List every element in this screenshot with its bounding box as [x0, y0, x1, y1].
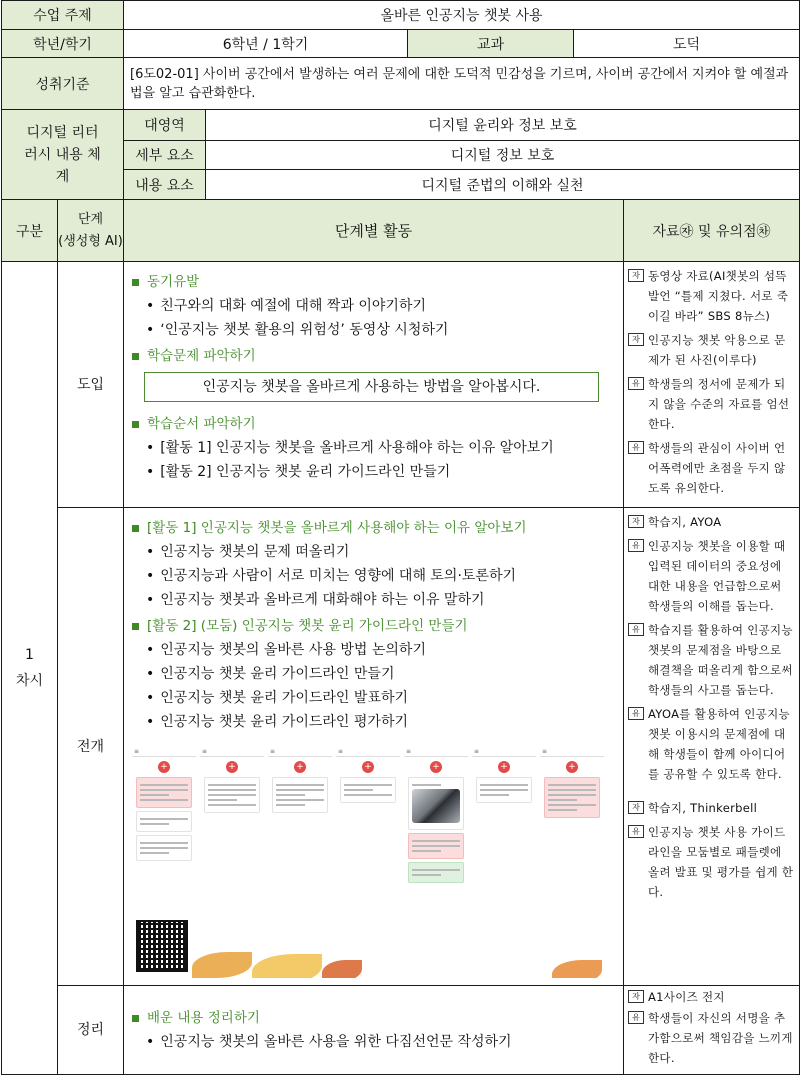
stage-intro: 도입 — [58, 262, 124, 508]
list-item: • 인공지능 챗봇의 올바른 사용을 위한 다짐선언문 작성하기 — [146, 1034, 512, 1050]
intro-heading-problem: 학습문제 파악하기 — [132, 344, 615, 364]
dl-content-value: 디지털 준법의 이해와 실천 — [206, 170, 800, 200]
subject-value: 도덕 — [574, 30, 800, 58]
develop-heading-activity2: [활동 2] (모둠) 인공지능 챗봇 윤리 가이드라인 만들기 — [132, 614, 615, 634]
board-column: ≡ + — [200, 748, 264, 958]
dl-domain-label: 대영역 — [124, 110, 206, 141]
note-item: 유 인공지능 챗봇 사용 가이드 라인을 모둠별로 패들렛에 올려 발표 및 평가를 쉽게 한다. — [628, 822, 795, 902]
list-item: • 인공지능 챗봇 윤리 가이드라인 평가하기 — [146, 714, 408, 730]
grade-label: 학년/학기 — [2, 30, 124, 58]
padlet-board-screenshot — [132, 746, 615, 978]
note-item: 유 AYOA를 활용하여 인공지능 챗봇 이용시의 문제점에 대해 학생들이 함께 아이디어를 공유할 수 있도록 한다. — [628, 704, 795, 784]
develop-activities — [124, 508, 624, 986]
grade-value: 6학년 / 1학기 — [124, 30, 408, 58]
car-photo — [412, 789, 460, 823]
list-item: • 인공지능 챗봇의 올바른 사용 방법 논의하기 — [146, 642, 426, 658]
digital-literacy-label — [2, 110, 124, 200]
note-item: 자 인공지능 챗봇 악용으로 문제가 된 사진(이루다) — [628, 330, 795, 370]
intro-heading-motivation: 동기유발 — [132, 270, 615, 290]
board-column: ≡ + — [540, 748, 604, 958]
plus-icon: + — [498, 761, 510, 773]
wrap-notes — [624, 986, 800, 1075]
note-item: 유 인공지능 챗봇을 이용할 때 입력된 데이터의 중요성에 대한 내용을 언급함으로써 학생들의 이해를 돕는다. — [628, 536, 795, 616]
standard-value: [6도02-01] 사이버 공간에서 발생하는 여러 문제에 대한 도덕적 민감성을 기르며, 사이버 공간에서 지켜야 할 예절과 법을 알고 습관화한다. — [124, 58, 800, 110]
dl-detail-value: 디지털 정보 보호 — [206, 141, 800, 170]
stage-wrap: 정리 — [58, 986, 124, 1075]
list-item: • 인공지능과 사람이 서로 미치는 영향에 대해 토의·토론하기 — [146, 568, 517, 584]
col-activities: 단계별 활동 — [124, 200, 624, 262]
subject-label: 교과 — [408, 30, 574, 58]
develop-notes — [624, 508, 800, 986]
board-column: ≡ + — [404, 748, 468, 958]
learning-goal-box: 인공지능 챗봇을 올바르게 사용하는 방법을 알아봅시다. — [144, 372, 599, 402]
plus-icon: + — [158, 761, 170, 773]
board-column: ≡ + — [472, 748, 536, 958]
dl-domain-value: 디지털 윤리와 정보 보호 — [206, 110, 800, 141]
topic-label: 수업 주제 — [2, 1, 124, 30]
dl-detail-label: 세부 요소 — [124, 141, 206, 170]
topic-value: 올바른 인공지능 챗봇 사용 — [124, 1, 800, 30]
list-item: • 인공지능 챗봇 윤리 가이드라인 만들기 — [146, 666, 395, 682]
note-item: 유 학생들의 관심이 사이버 언어폭력에만 초점을 두지 않도록 유의한다. — [628, 438, 795, 498]
intro-activities — [124, 262, 624, 508]
standard-label: 성취기준 — [2, 58, 124, 110]
board-column: ≡ + — [268, 748, 332, 958]
board-column: ≡ + — [336, 748, 400, 958]
intro-notes — [624, 262, 800, 508]
plus-icon: + — [566, 761, 578, 773]
plus-icon: + — [362, 761, 374, 773]
note-item: 유 학생들의 정서에 문제가 되지 않을 수준의 자료를 엄선한다. — [628, 374, 795, 434]
dl-content-label: 내용 요소 — [124, 170, 206, 200]
develop-heading-activity1: [활동 1] 인공지능 챗봇을 올바르게 사용해야 하는 이유 알아보기 — [132, 516, 615, 536]
board-column: ≡ + — [132, 748, 196, 958]
digital-literacy-label-text: 디지털 리터러시 내용 체계 — [24, 124, 101, 185]
note-item: 자 A1사이즈 전지 — [628, 987, 795, 1007]
col-division: 구분 — [2, 200, 58, 262]
col-stage: 단계 (생성형 AI) — [58, 200, 124, 262]
col-materials: 자료㉶ 및 유의점㉷ — [624, 200, 800, 262]
stage-develop: 전개 — [58, 508, 124, 986]
note-item: 유 학생들이 자신의 서명을 추가함으로써 책임감을 느끼게 한다. — [628, 1008, 795, 1068]
note-item: 유 학습지를 활용하여 인공지능 챗봇의 문제점을 바탕으로 해결책을 떠올리게 함으로써 학생들의 사고를 돕는다. — [628, 620, 795, 700]
intro-heading-order: 학습순서 파악하기 — [132, 412, 615, 432]
lesson-plan-table — [1, 0, 800, 1075]
plus-icon: + — [226, 761, 238, 773]
wrap-heading: 배운 내용 정리하기 — [132, 1006, 615, 1026]
list-item: • 인공지능 챗봇 윤리 가이드라인 발표하기 — [146, 690, 408, 706]
qr-code — [136, 920, 188, 972]
list-item: • 인공지능 챗봇과 올바르게 대화해야 하는 이유 말하기 — [146, 592, 485, 608]
note-item: 자 동영상 자료(AI챗봇의 섬뜩 발언 “틀제 지쳤다. 서로 죽이길 바라” SBS 8뉴스) — [628, 266, 795, 326]
plus-icon: + — [294, 761, 306, 773]
list-item: • ‘인공지능 챗봇 활용의 위험성’ 동영상 시청하기 — [146, 322, 449, 338]
list-item: • 인공지능 챗봇의 문제 떠올리기 — [146, 544, 350, 560]
session-cell: 1 차시 — [2, 262, 58, 1075]
wrap-activities — [124, 986, 624, 1075]
note-item: 자 학습지, AYOA — [628, 512, 795, 532]
list-item: • 친구와의 대화 예절에 대해 짝과 이야기하기 — [146, 298, 426, 314]
plus-icon: + — [430, 761, 442, 773]
note-item: 자 학습지, Thinkerbell — [628, 798, 795, 818]
list-item: • [활동 1] 인공지능 챗봇을 올바르게 사용해야 하는 이유 알아보기 — [146, 440, 554, 456]
list-item: • [활동 2] 인공지능 챗봇 윤리 가이드라인 만들기 — [146, 464, 451, 480]
